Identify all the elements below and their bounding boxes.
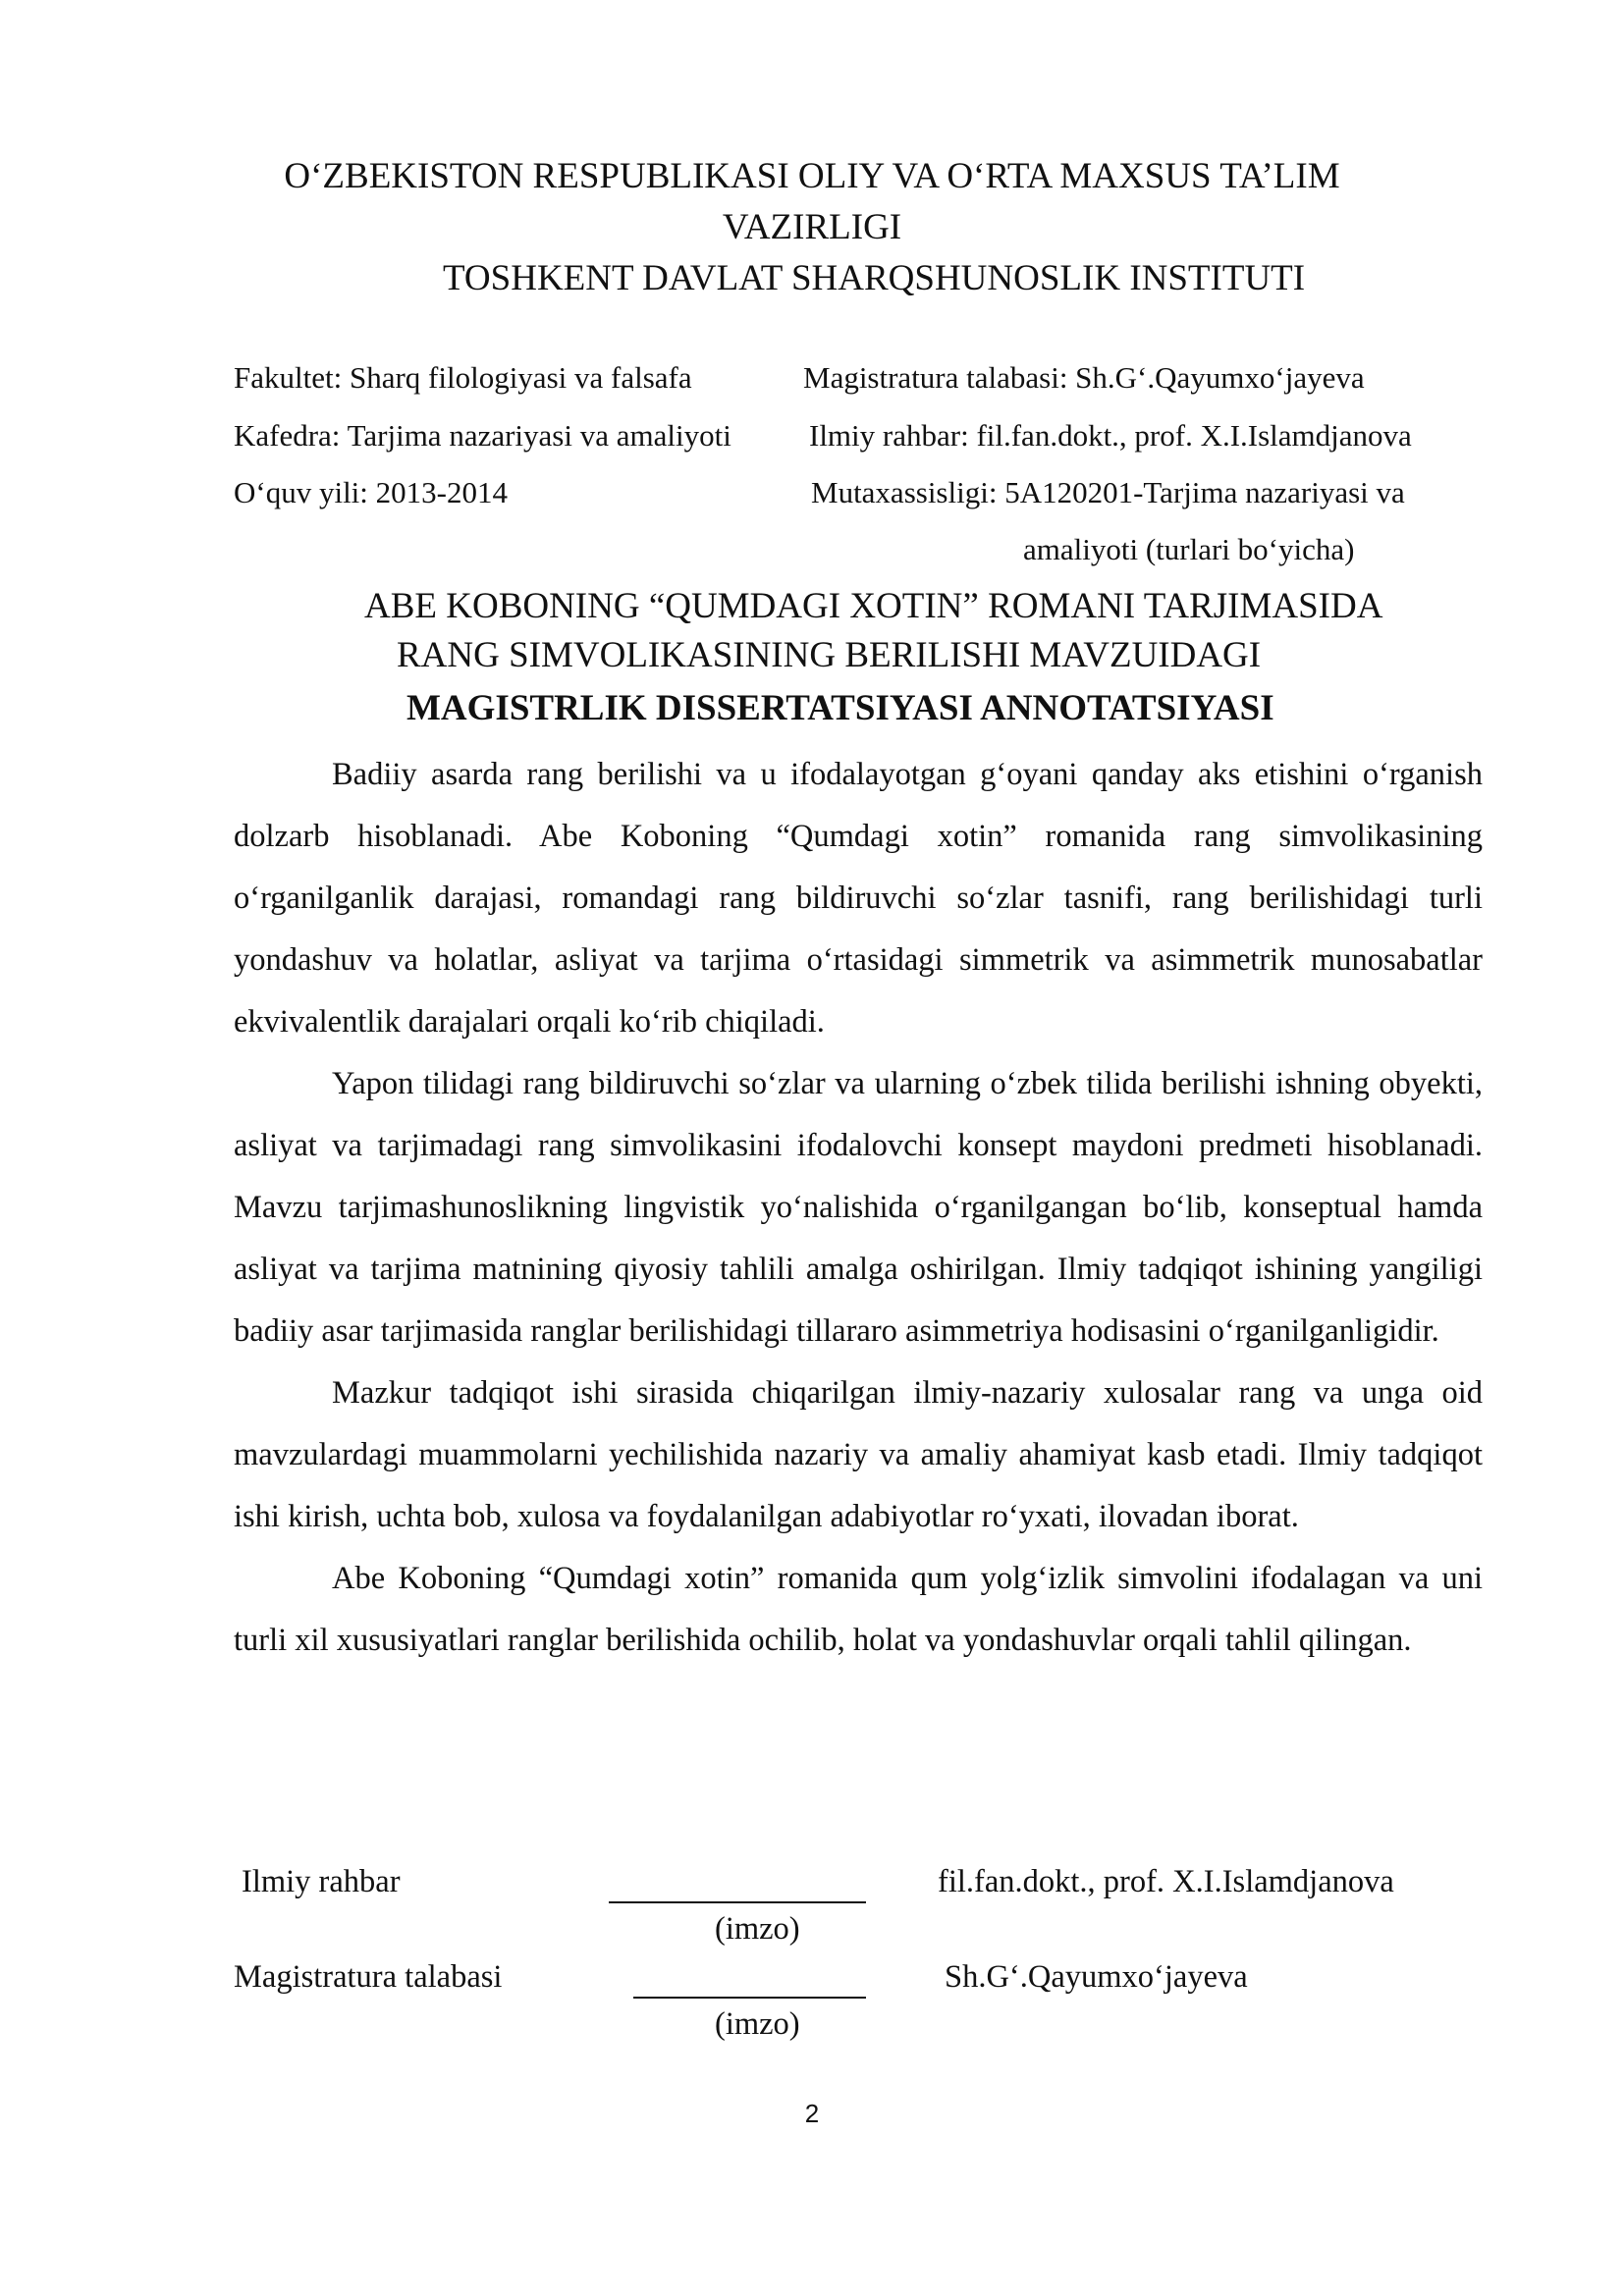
meta-department: Kafedra: Tarjima nazariyasi va amaliyoti bbox=[234, 418, 731, 453]
meta-academic-year: O‘quv yili: 2013-2014 bbox=[234, 475, 508, 509]
signature-supervisor-label: Ilmiy rahbar bbox=[242, 1864, 401, 1899]
page-number: 2 bbox=[804, 2099, 820, 2128]
title-line3: MAGISTRLIK DISSERTATSIYASI ANNOTATSIYASI bbox=[406, 688, 1274, 728]
meta-supervisor: Ilmiy rahbar: fil.fan.dokt., prof. X.I.Islamdjanova bbox=[809, 418, 1412, 453]
meta-specialty-line2: amaliyoti (turlari bo‘yicha) bbox=[1023, 532, 1355, 566]
signature-supervisor-name: fil.fan.dokt., prof. X.I.Islamdjanova bbox=[938, 1864, 1394, 1899]
meta-faculty: Fakultet: Sharq filologiyasi va falsafa bbox=[234, 360, 692, 395]
meta-student: Magistratura talabasi: Sh.G‘.Qayumxo‘jayeva bbox=[803, 360, 1365, 395]
header-ministry-line2: VAZIRLIGI bbox=[722, 207, 902, 247]
paragraph-4: Abe Koboning “Qumdagi xotin” romanida qum yolg‘izlik simvolini ifodalagan va uni turli xil xususiyatlari ranglar berilishida ochilib, holat va yondashuvlar orqali tahlil qilingan. bbox=[234, 1561, 1483, 1658]
signature-student-label: Magistratura talabasi bbox=[234, 1959, 503, 1995]
signature-student-name: Sh.G‘.Qayumxo‘jayeva bbox=[945, 1959, 1248, 1995]
signature-caption-supervisor: (imzo) bbox=[715, 1911, 800, 1947]
paragraph-1: Badiiy asarda rang berilishi va u ifodalayotgan g‘oyani qanday aks etishini o‘rganish dolzarb hisoblanadi. Abe Koboning “Qumdagi xotin” romanida rang simvolikasining o‘rganilganlik darajasi, romandagi rang bildiruvchi so‘zlar tasnifi, rang berilishidagi turli yondashuv va holatlar, asliyat va tarjima o‘rtasidagi simmetrik va asimmetrik munosabatlar ekvivalentlik darajalari orqali ko‘rib chiqiladi. bbox=[234, 757, 1483, 1040]
paragraph-3: Mazkur tadqiqot ishi sirasida chiqarilgan ilmiy-nazariy xulosalar rang va unga oid mavzulardagi muammolarni yechilishida nazariy va amaliy ahamiyat kasb etadi. Ilmiy tadqiqot ishi kirish, uchta bob, xulosa va foydalanilgan adabiyotlar ro‘yxati, ilovadan iborat. bbox=[234, 1375, 1483, 1534]
annotation-body bbox=[234, 744, 1483, 1672]
meta-specialty-line1: Mutaxassisligi: 5A120201-Tarjima nazariyasi va bbox=[811, 475, 1405, 509]
title-line1: ABE KOBONING “QUMDAGI XOTIN” ROMANI TARJIMASIDA bbox=[364, 586, 1383, 626]
signature-caption-student: (imzo) bbox=[715, 2006, 800, 2042]
signature-line-student bbox=[633, 1997, 866, 1999]
header-institute: TOSHKENT DAVLAT SHARQSHUNOSLIK INSTITUTI bbox=[443, 258, 1306, 298]
signature-line-supervisor bbox=[609, 1901, 866, 1903]
header-ministry-line1: O‘ZBEKISTON RESPUBLIKASI OLIY VA O‘RTA MAXSUS TA’LIM bbox=[284, 156, 1340, 196]
title-line2: RANG SIMVOLIKASINING BERILISHI MAVZUIDAGI bbox=[397, 635, 1262, 675]
paragraph-2: Yapon tilidagi rang bildiruvchi so‘zlar va ularning o‘zbek tilida berilishi ishning obyekti, asliyat va tarjimadagi rang simvolikasini ifodalovchi konsept maydoni predmeti hisoblanadi. Mavzu tarjimashunoslikning lingvistik yo‘nalishida o‘rganilgangan bo‘lib, konseptual hamda asliyat va tarjima matnining qiyosiy tahlili amalga oshirilgan. Ilmiy tadqiqot ishining yangiligi badiiy asar tarjimasida ranglar berilishidagi tillararo asimmetriya hodisasini o‘rganilganligidir. bbox=[234, 1066, 1483, 1349]
